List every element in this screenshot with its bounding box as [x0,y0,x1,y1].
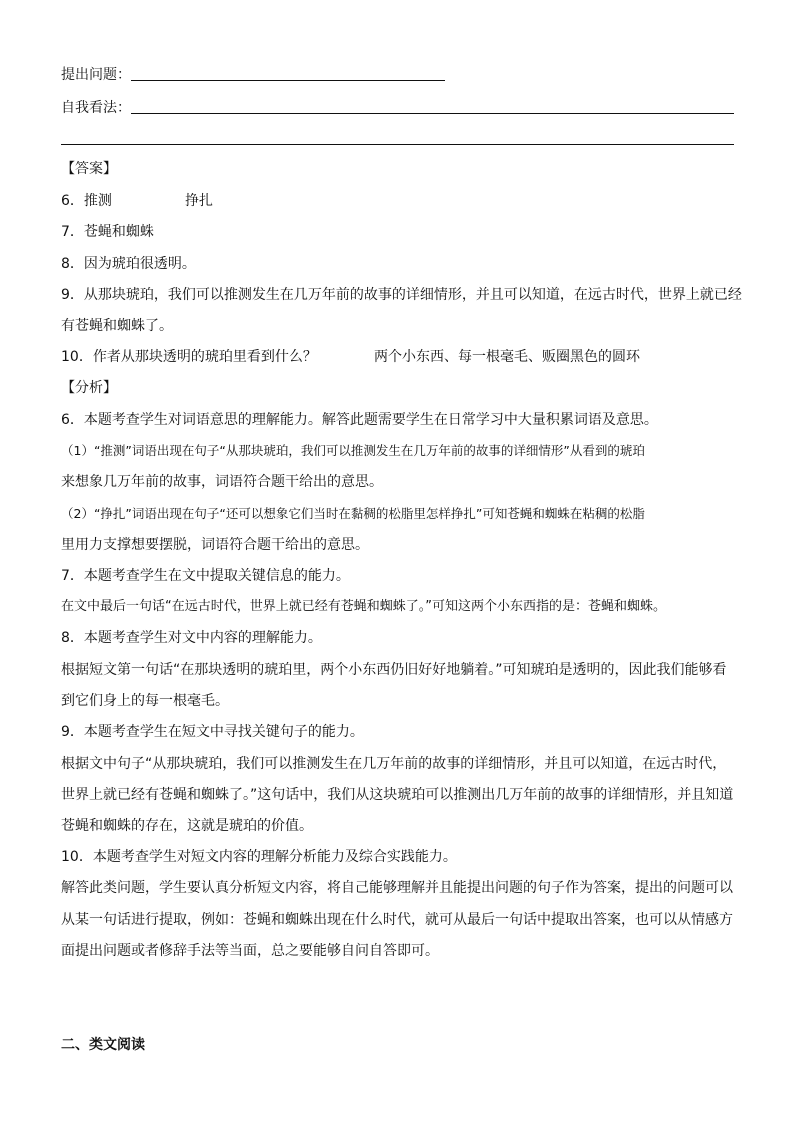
analysis-6-1-line-2: 来想象几万年前的故事，词语符合题干给出的意思。 [61,474,383,490]
answer-6-left: 6．推测 [61,193,112,209]
answer-9-line-2: 有苍蝇和蜘蛛了。 [61,318,173,334]
question-answer-line[interactable] [131,80,445,81]
analysis-9-intro: 9．本题考查学生在短文中寻找关键句子的能力。 [61,724,364,740]
analysis-6-intro: 6．本题考查学生对词语意思的理解能力。解答此题需要学生在日常学习中大量积累词语及意思。 [61,412,658,428]
analysis-10-intro: 10．本题考查学生对短文内容的理解分析能力及综合实践能力。 [61,849,457,865]
answer-10-answer: 两个小东西、每一根毫毛、贩圈黑色的圆环 [374,349,640,365]
opinion-answer-line-2[interactable] [61,144,734,145]
analysis-6-1-line-1: （1）“推测”词语出现在句子“从那块琥珀，我们可以推测发生在几万年前的故事的详细情形”从看到的琥珀 [61,443,645,458]
question-prompt-label: 提出问题： [61,67,131,83]
section-heading: 二、类文阅读 [61,1037,145,1053]
answer-7: 7．苍蝇和蜘蛛 [61,224,154,240]
analysis-8-intro: 8．本题考查学生对文中内容的理解能力。 [61,630,322,646]
analysis-8-line-2: 到它们身上的每一根毫毛。 [61,693,229,709]
analysis-9-line-1: 根据文中句子“从那块琥珀，我们可以推测发生在几万年前的故事的详细情形，并且可以知道，在远古时代， [61,756,727,772]
analysis-10-line-3: 面提出问题或者修辞手法等当面，总之要能够自问自答即可。 [61,943,439,959]
analysis-header: 【分析】 [61,380,117,396]
answer-10-question: 10．作者从那块透明的琥珀里看到什么？ [61,349,317,365]
analysis-6-2-line-2: 里用力支撑想要摆脱，词语符合题干给出的意思。 [61,537,369,553]
answer-8: 8．因为琥珀很透明。 [61,256,196,272]
answer-6-right: 挣扎 [185,193,213,209]
opinion-label: 自我看法： [61,100,131,116]
answer-header: 【答案】 [61,161,117,177]
analysis-10-line-2: 从某一句话进行提取，例如：苍蝇和蜘蛛出现在什么时代，就可从最后一句话中提取出答案，也可以从情感方 [61,912,733,928]
answer-9-line-1: 9．从那块琥珀，我们可以推测发生在几万年前的故事的详细情形，并且可以知道，在远古时代，世界上就已经 [61,287,742,303]
analysis-7-body: 在文中最后一句话“在远古时代，世界上就已经有苍蝇和蜘蛛了。”可知这两个小东西指的是：苍蝇和蜘蛛。 [61,599,666,614]
analysis-8-line-1: 根据短文第一句话“在那块透明的琥珀里，两个小东西仍旧好好地躺着。”可知琥珀是透明的，因此我们能够看 [61,662,727,678]
analysis-10-line-1: 解答此类问题，学生要认真分析短文内容，将自己能够理解并且能提出问题的句子作为答案，提出的问题可以 [61,880,733,896]
analysis-6-2-line-1: （2）“挣扎”词语出现在句子“还可以想象它们当时在黏稠的松脂里怎样挣扎”可知苍蝇和蜘蛛在粘稠的松脂 [61,506,645,521]
opinion-answer-line-1[interactable] [131,113,734,114]
analysis-7-intro: 7．本题考查学生在文中提取关键信息的能力。 [61,568,350,584]
analysis-9-line-2: 世界上就已经有苍蝇和蜘蛛了。”这句话中，我们从这块琥珀可以推测出几万年前的故事的详细情形，并且知道 [61,787,734,803]
analysis-9-line-3: 苍蝇和蜘蛛的存在，这就是琥珀的价值。 [61,818,313,834]
